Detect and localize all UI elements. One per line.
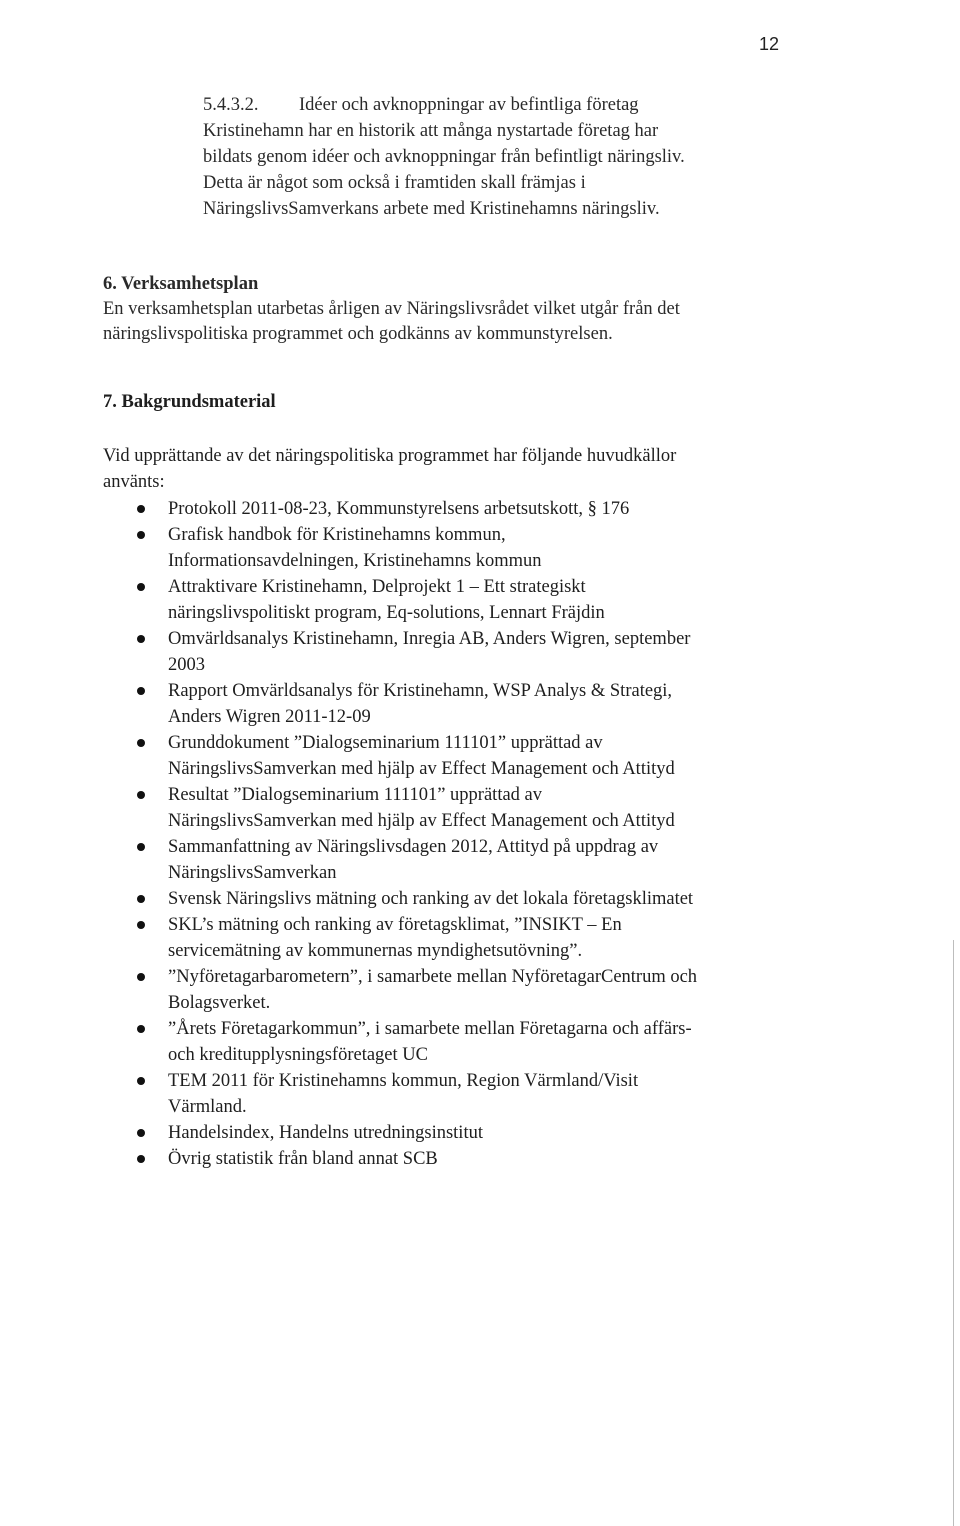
list-item-line: 2003 — [168, 655, 205, 675]
list-item-line: Resultat ”Dialogseminarium 111101” upprättad av — [168, 785, 543, 805]
bullet-icon — [137, 1155, 145, 1163]
paragraph-line: bildats genom idéer och avknoppningar från befintligt näringsliv. — [203, 147, 685, 167]
list-item-line: Sammanfattning av Näringslivsdagen 2012, Attityd på uppdrag av — [168, 837, 659, 857]
list-item — [103, 1120, 793, 1146]
list-item-line: Övrig statistik från bland annat SCB — [168, 1149, 438, 1169]
paragraph-line: Detta är något som också i framtiden skall främjas i — [203, 173, 586, 193]
list-item — [103, 522, 793, 574]
list-item — [103, 1146, 793, 1172]
list-item-line: Handelsindex, Handelns utredningsinstitut — [168, 1123, 483, 1143]
bullet-icon — [137, 791, 145, 799]
source-list — [103, 496, 793, 1172]
section-7 — [103, 389, 793, 1172]
bullet-icon — [137, 739, 145, 747]
scan-edge-line — [953, 940, 954, 1526]
list-item — [103, 730, 793, 782]
list-item-line: SKL’s mätning och ranking av företagsklimat, ”INSIKT – En — [168, 915, 622, 935]
subsection-number: 5.4.3.2. — [203, 95, 259, 115]
list-item — [103, 496, 793, 522]
list-item — [103, 678, 793, 730]
section-heading: 7. Bakgrundsmaterial — [103, 392, 276, 412]
list-item — [103, 886, 793, 912]
list-item — [103, 574, 793, 626]
list-item-line: ”Nyföretagarbarometern”, i samarbete mellan NyföretagarCentrum och — [168, 967, 698, 987]
list-item-line: NäringslivsSamverkan med hjälp av Effect Management och Attityd — [168, 759, 675, 779]
page-number: 12 — [759, 34, 780, 54]
paragraph-line: använts: — [103, 472, 165, 492]
list-item-line: näringslivspolitiskt program, Eq-solutions, Lennart Fräjdin — [168, 603, 605, 623]
list-item-line: NäringslivsSamverkan — [168, 863, 337, 883]
list-item-line: Grunddokument ”Dialogseminarium 111101” upprättad av — [168, 733, 603, 753]
bullet-icon — [137, 1077, 145, 1085]
list-item-line: Anders Wigren 2011-12-09 — [168, 707, 371, 727]
list-item-line: ”Årets Företagarkommun”, i samarbete mellan Företagarna och affärs- — [168, 1019, 692, 1039]
list-item-line: Bolagsverket. — [168, 993, 271, 1013]
bullet-icon — [137, 635, 145, 643]
list-item-line: Protokoll 2011-08-23, Kommunstyrelsens arbetsutskott, § 176 — [168, 499, 630, 519]
subsection-title: Idéer och avknoppningar av befintliga företag — [299, 95, 639, 115]
bullet-icon — [137, 505, 145, 513]
paragraph-line: En verksamhetsplan utarbetas årligen av Näringslivsrådet vilket utgår från det — [103, 299, 680, 319]
list-item-line: och kreditupplysningsföretaget UC — [168, 1045, 428, 1065]
list-item-line: Rapport Omvärldsanalys för Kristinehamn, WSP Analys & Strategi, — [168, 681, 673, 701]
list-item-line: Svensk Näringslivs mätning och ranking av det lokala företagsklimatet — [168, 889, 694, 909]
bullet-icon — [137, 921, 145, 929]
bullet-icon — [137, 531, 145, 539]
bullet-icon — [137, 1025, 145, 1033]
list-item — [103, 1068, 793, 1120]
list-item-line: Grafisk handbok för Kristinehamns kommun, — [168, 525, 506, 545]
paragraph-line: Kristinehamn har en historik att många nystartade företag har — [203, 121, 659, 141]
list-item-line: NäringslivsSamverkan med hjälp av Effect Management och Attityd — [168, 811, 675, 831]
list-item-line: Attraktivare Kristinehamn, Delprojekt 1 – Ett strategiskt — [168, 577, 586, 597]
list-item-line: TEM 2011 för Kristinehamns kommun, Region Värmland/Visit — [168, 1071, 639, 1091]
paragraph-line: näringslivspolitiska programmet och godkänns av kommunstyrelsen. — [103, 324, 613, 344]
list-item — [103, 834, 793, 886]
intro-paragraph — [103, 443, 793, 495]
list-item — [103, 782, 793, 834]
list-item-line: Värmland. — [168, 1097, 247, 1117]
subsection-heading — [203, 92, 843, 118]
bullet-icon — [137, 895, 145, 903]
list-item — [103, 912, 793, 964]
list-item — [103, 626, 793, 678]
list-item — [103, 1016, 793, 1068]
section-6 — [103, 272, 863, 347]
bullet-icon — [137, 687, 145, 695]
bullet-icon — [137, 843, 145, 851]
bullet-icon — [137, 583, 145, 591]
list-item-line: Informationsavdelningen, Kristinehamns kommun — [168, 551, 542, 571]
paragraph-line: Vid upprättande av det näringspolitiska programmet har följande huvudkällor — [103, 446, 677, 466]
bullet-icon — [137, 1129, 145, 1137]
section-5-4-3-2 — [203, 92, 843, 222]
list-item — [103, 964, 793, 1016]
list-item-line: Omvärldsanalys Kristinehamn, Inregia AB, Anders Wigren, september — [168, 629, 691, 649]
bullet-icon — [137, 973, 145, 981]
paragraph-line: NäringslivsSamverkans arbete med Kristinehamns näringsliv. — [203, 199, 660, 219]
list-item-line: servicemätning av kommunernas myndighetsutövning”. — [168, 941, 583, 961]
section-heading: 6. Verksamhetsplan — [103, 274, 259, 294]
